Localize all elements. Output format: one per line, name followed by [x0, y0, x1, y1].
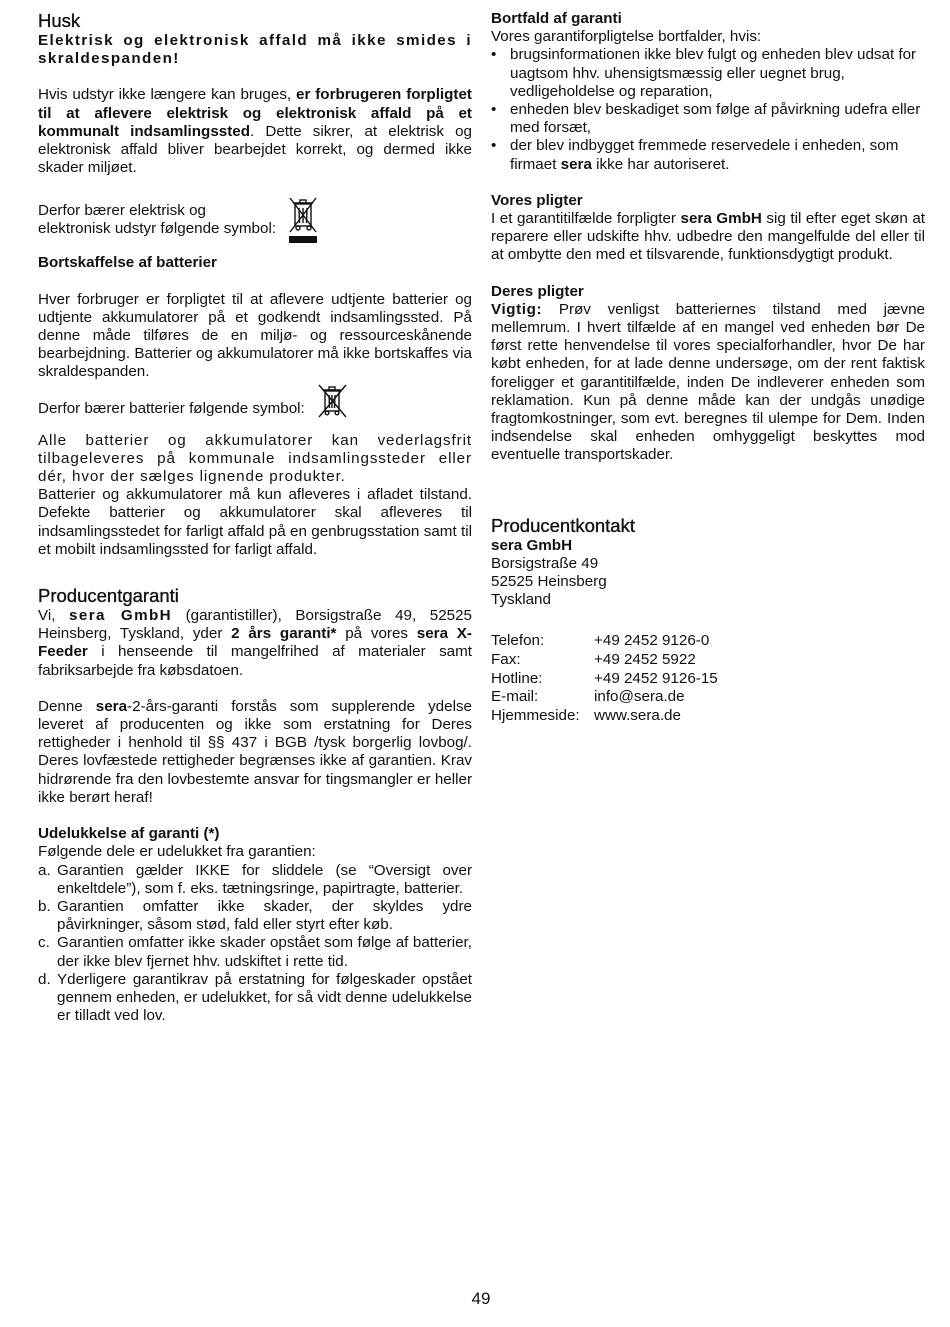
your-duties-paragraph: Vigtig: Prøv venligst batteriernes tilstand med jævne mellemrum. I hvert tilfælde af en mangel ved enheden bør De først rette henvendelse til vores specialforhandler, hvor De har købt enheden, for at lade denne undersøge, om der rent faktisk foreligger et garantitilfælde, inden De indleverer enheden som reklamation. Kun på denne måde kan der undgås unødige fragtomkostninger, som evt. beregnes til ulempe for Dem. Inden indsendelse skal enheden omhyggeligt beskyttes mod eventuelle transportskader. — [491, 300, 925, 464]
list-item: c. Garantien omfatter ikke skader opstået som følge af batterier, der ikke blev fjernet hhv. udskiftet i rette tid. — [38, 934, 472, 970]
weee-text-2: elektronisk udstyr følgende symbol: — [38, 220, 277, 238]
warranty-paragraph-2: Denne sera-2-års-garanti forstås som supplerende ydelse leveret af producenten og ikke som erstatning for Deres rettigheder i henhold til §§ 437 i BGB /tysk borgerlig lovbog/. Deres lovfæstede rettigheder begrænses ikke af garantien. Krav hidrørende fra den lovbestemte ansvar for tingsmangler er heller ikke berørt heraf! — [38, 697, 472, 806]
contact-heading: Producentkontakt — [491, 514, 635, 536]
husk-warning: Elektrisk og elektronisk affald må ikke smides i skraldespanden! — [38, 32, 472, 68]
table-row: Fax: +49 2452 5922 — [491, 651, 696, 669]
table-row: Telefon: +49 2452 9126-0 — [491, 632, 710, 650]
company-city: 52525 Heinsberg — [491, 573, 607, 591]
batteries-paragraph-2: Alle batterier og akkumulatorer kan vederlagsfrit tilbageleveres på kommunale indsamlingssteder eller dér, hvor der sælges lignende produkter. — [38, 431, 472, 486]
company-name: sera GmbH — [491, 536, 573, 554]
batteries-paragraph-3: Batterier og akkumulatorer må kun afleveres i afladet tilstand. Defekte batterier og akkumulatorer skal afleveres til indsamlingsstedet for farligt affald på en genbrugsstation samt til et mobilt indsamlingssted for farligt affald. — [38, 486, 472, 558]
left-column — [38, 10, 472, 1025]
website-link[interactable]: www.sera.de — [594, 706, 681, 724]
void-warranty-intro: Vores garantiforpligtelse bortfalder, hvis: — [491, 28, 762, 46]
list-item: a. Garantien gælder IKKE for sliddele (se “Oversigt over enkeltdele”), som f. eks. tætningsringe, papirtragte, batterier. — [38, 861, 472, 897]
table-row: Hjemmeside: www.sera.de — [491, 707, 718, 726]
list-item: • enheden blev beskadiget som følge af påvirkning udefra eller med forsæt, — [491, 101, 921, 137]
contact-table — [491, 632, 718, 725]
exclusion-heading: Udelukkelse af garanti (*) — [38, 825, 220, 843]
list-item: • der blev indbygget fremmede reservedele i enheden, som firmaet sera ikke har autoriseret. — [491, 137, 899, 173]
battery-symbol-row — [38, 382, 472, 420]
right-column — [491, 10, 925, 725]
weee-symbol-row — [38, 195, 472, 245]
husk-heading: Husk — [38, 10, 81, 31]
table-row: E-mail: info@sera.de — [491, 688, 718, 707]
batteries-paragraph-1: Hver forbruger er forpligtet til at aflevere udtjente batterier og udtjente akkumulatorer på et godkendt indsamlingssted. På denne måde tilføres de en miljø- og ressourceskånende bearbejdning. Batterier og akkumulatorer må ikke bortskaffes via skraldespanden. — [38, 290, 472, 381]
our-duties-paragraph: I et garantitilfælde forpligter sera GmbH sig til efter eget skøn at reparere eller udskifte hhv. udbedre den mangelfulde del eller til at ombytte den med et tilsvarende, funktionsdygtigt produkt. — [491, 210, 925, 264]
list-item: • brugsinformationen ikke blev fulgt og enheden blev udsat for uagtsom hhv. uhensigtsmæssig eller uegnet brug, vedligeholdelse og reparation, — [491, 46, 917, 100]
warranty-heading: Producentgaranti — [38, 585, 179, 607]
void-warranty-list — [491, 46, 925, 173]
weee-text-1: Derfor bærer elektrisk og — [38, 202, 206, 220]
list-item: d. Yderligere garantikrav på erstatning for følgeskader opstået gennem enheden, er udelukket, for så vidt denne udelukkelse er tilladt ved lov. — [38, 970, 472, 1025]
our-duties-heading: Vores pligter — [491, 191, 583, 209]
page-number: 49 — [471, 1289, 491, 1308]
company-country: Tyskland — [491, 591, 551, 609]
email-link[interactable]: info@sera.de — [594, 688, 685, 706]
list-item: b. Garantien omfatter ikke skader, der skyldes ydre påvirkninger, såsom stød, fald eller styrt efter køb. — [38, 897, 472, 934]
company-street: Borsigstraße 49 — [491, 554, 599, 572]
void-warranty-heading: Bortfald af garanti — [491, 10, 622, 27]
battery-symbol-text: Derfor bærer batterier følgende symbol: — [38, 399, 305, 417]
exclusion-list — [38, 862, 472, 1026]
your-duties-heading: Deres pligter — [491, 282, 584, 300]
batteries-heading: Bortskaffelse af batterier — [38, 254, 217, 272]
exclusion-intro: Følgende dele er udelukket fra garantien: — [38, 843, 316, 861]
crossed-out-bin-icon — [315, 382, 349, 420]
crossed-out-wheelie-bin-icon — [288, 195, 318, 245]
table-row: Hotline: +49 2452 9126-15 — [491, 669, 718, 687]
warranty-paragraph-1: Vi, sera GmbH (garantistiller), Borsigstraße 49, 52525 Heinsberg, Tyskland, yder 2 års garanti* på vores sera X-Feeder i henseende til mangelfrihed af materialer samt fabriksarbejde fra købsdatoen. — [38, 607, 472, 679]
husk-paragraph: Hvis udstyr ikke længere kan bruges, er forbrugeren forpligtet til at aflevere elektrisk og elektronisk affald på et kommunalt indsamlingssted. Dette sikrer, at elektrisk og elektronisk affald bliver bearbejdet korrekt, og dermed ikke skader miljøet. — [38, 86, 472, 177]
